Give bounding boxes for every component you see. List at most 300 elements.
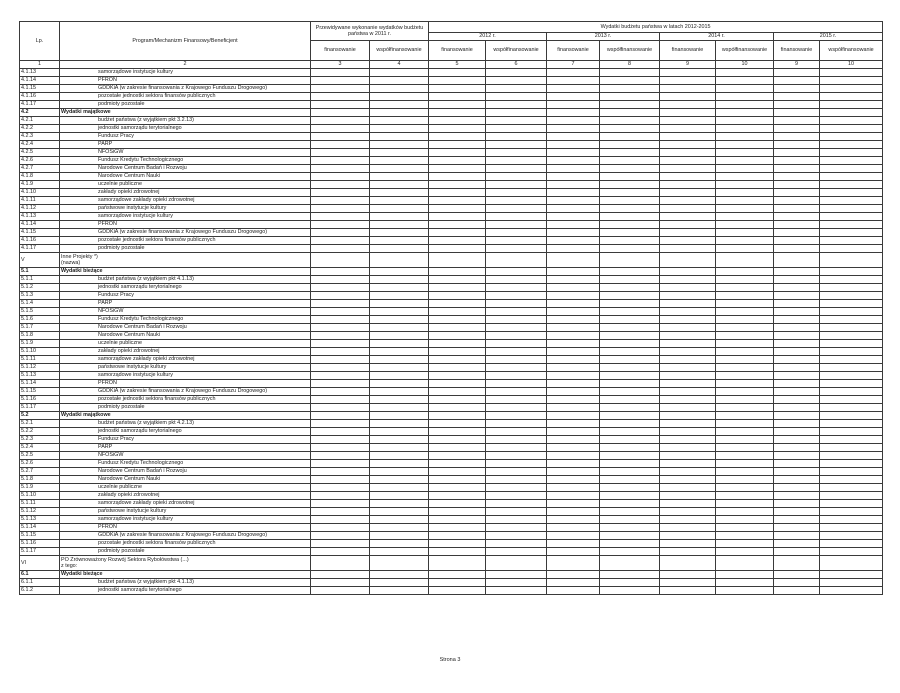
amount-cell [716,165,774,173]
row-lp: VI [20,556,60,571]
row-lp: 4.1.12 [20,205,60,213]
amount-cell [370,516,429,524]
amount-cell [429,540,486,548]
amount-cell [600,587,660,595]
amount-cell [600,197,660,205]
amount-cell [429,197,486,205]
amount-cell [600,356,660,364]
row-lp: 5.1.16 [20,396,60,404]
row-label: Narodowe Centrum Nauki [60,476,311,484]
amount-cell [486,532,547,540]
amount-cell [716,117,774,125]
amount-cell [311,189,370,197]
amount-cell [429,524,486,532]
amount-cell [600,125,660,133]
amount-cell [774,173,820,181]
table-row [20,93,883,101]
amount-cell [660,77,716,85]
amount-cell [486,444,547,452]
amount-cell [429,237,486,245]
table-row [20,149,883,157]
amount-cell [716,69,774,77]
amount-cell [716,332,774,340]
row-lp: 5.1.2 [20,284,60,292]
amount-cell [311,428,370,436]
amount-cell [370,300,429,308]
amount-cell [660,205,716,213]
amount-cell [486,571,547,579]
amount-cell [774,93,820,101]
amount-cell [429,181,486,189]
amount-cell [600,388,660,396]
amount-cell [486,284,547,292]
amount-cell [716,372,774,380]
amount-cell [716,308,774,316]
amount-cell [486,380,547,388]
amount-cell [429,571,486,579]
table-row [20,340,883,348]
row-label: GDDKiA (w zakresie finansowania z Krajowego Funduszu Drogowego) [60,85,311,93]
row-label: jednostki samorządu terytorialnego [60,284,311,292]
amount-cell [820,508,883,516]
amount-cell [820,133,883,141]
table-row [20,101,883,109]
amount-cell [547,516,600,524]
amount-cell [486,548,547,556]
row-lp: 5.1.13 [20,516,60,524]
header-cofinancing: współfinansowanie [370,41,429,61]
row-label: budżet państwa (z wyjątkiem pkt 4.2.13) [60,420,311,428]
amount-cell [660,372,716,380]
amount-cell [716,508,774,516]
amount-cell [774,436,820,444]
amount-cell [311,229,370,237]
amount-cell [774,524,820,532]
amount-cell [820,436,883,444]
row-lp: 5.1.7 [20,324,60,332]
amount-cell [547,380,600,388]
table-row [20,540,883,548]
amount-cell [311,532,370,540]
row-label: podmioty pozostałe [60,548,311,556]
amount-cell [820,548,883,556]
amount-cell [486,396,547,404]
amount-cell [547,268,600,276]
amount-cell [370,540,429,548]
table-row [20,500,883,508]
row-label: budżet państwa (z wyjątkiem pkt 4.1.13) [60,276,311,284]
col-number: 5 [429,61,486,69]
amount-cell [311,364,370,372]
amount-cell [311,157,370,165]
row-label: NFOŚiGW [60,452,311,460]
amount-cell [370,436,429,444]
amount-cell [547,141,600,149]
amount-cell [429,492,486,500]
amount-cell [429,452,486,460]
amount-cell [820,468,883,476]
amount-cell [311,476,370,484]
row-label: Narodowe Centrum Badań i Rozwoju [60,324,311,332]
amount-cell [660,189,716,197]
amount-cell [716,292,774,300]
amount-cell [774,292,820,300]
amount-cell [820,452,883,460]
row-lp: 6.1.2 [20,587,60,595]
table-body [20,69,883,595]
amount-cell [600,372,660,380]
amount-cell [370,237,429,245]
amount-cell [716,101,774,109]
amount-cell [600,396,660,404]
amount-cell [600,77,660,85]
amount-cell [716,500,774,508]
amount-cell [716,324,774,332]
amount-cell [429,579,486,587]
amount-cell [370,571,429,579]
amount-cell [774,348,820,356]
amount-cell [486,428,547,436]
amount-cell [600,524,660,532]
amount-cell [547,173,600,181]
col-number: 8 [600,61,660,69]
amount-cell [820,372,883,380]
row-label: zakłady opieki zdrowotnej [60,189,311,197]
amount-cell [774,484,820,492]
amount-cell [600,548,660,556]
amount-cell [660,380,716,388]
amount-cell [820,85,883,93]
header-program: Program/Mechanizm Finansowy/Beneficjent [60,22,311,61]
row-label: podmioty pozostałe [60,101,311,109]
amount-cell [660,508,716,516]
amount-cell [370,356,429,364]
amount-cell [660,157,716,165]
amount-cell [429,109,486,117]
amount-cell [660,468,716,476]
row-label: Fundusz Pracy [60,292,311,300]
amount-cell [660,396,716,404]
row-label: Fundusz Kredytu Technologicznego [60,316,311,324]
col-number: 9 [774,61,820,69]
row-lp: 4.1.15 [20,85,60,93]
table-row [20,556,883,571]
amount-cell [486,484,547,492]
amount-cell [716,444,774,452]
amount-cell [429,476,486,484]
table-row [20,332,883,340]
amount-cell [660,436,716,444]
amount-cell [600,436,660,444]
row-lp: 4.1.9 [20,181,60,189]
amount-cell [311,388,370,396]
amount-cell [370,133,429,141]
row-lp: 5.1.6 [20,316,60,324]
amount-cell [370,340,429,348]
row-label: samorządowe instytucje kultury [60,372,311,380]
amount-cell [429,149,486,157]
row-lp: 5.1.12 [20,508,60,516]
amount-cell [370,165,429,173]
amount-cell [547,396,600,404]
table-row [20,404,883,412]
header-financing: finansowanie [774,41,820,61]
amount-cell [716,268,774,276]
amount-cell [429,173,486,181]
amount-cell [774,197,820,205]
col-number: 9 [660,61,716,69]
amount-cell [660,117,716,125]
row-label: PARP [60,444,311,452]
amount-cell [600,157,660,165]
amount-cell [370,324,429,332]
amount-cell [547,372,600,380]
amount-cell [774,149,820,157]
amount-cell [774,165,820,173]
amount-cell [370,253,429,268]
row-lp: 4.1.14 [20,77,60,85]
amount-cell [820,173,883,181]
amount-cell [311,436,370,444]
row-label: samorządowe instytucje kultury [60,213,311,221]
amount-cell [660,484,716,492]
table-row [20,460,883,468]
amount-cell [370,316,429,324]
row-label-line2: (nazwa) [61,260,81,266]
amount-cell [370,372,429,380]
header-year-2012: 2012 r. [429,33,547,41]
amount-cell [660,308,716,316]
amount-cell [820,292,883,300]
col-number: 2 [60,61,311,69]
header-financing: finansowanie [429,41,486,61]
amount-cell [429,300,486,308]
amount-cell [600,364,660,372]
amount-cell [716,229,774,237]
amount-cell [429,500,486,508]
amount-cell [429,380,486,388]
amount-cell [600,484,660,492]
amount-cell [716,181,774,189]
amount-cell [774,332,820,340]
amount-cell [716,141,774,149]
amount-cell [429,484,486,492]
row-lp: 5.2.4 [20,444,60,452]
amount-cell [600,173,660,181]
amount-cell [600,452,660,460]
row-lp: 5.2.3 [20,436,60,444]
amount-cell [429,253,486,268]
amount-cell [660,324,716,332]
amount-cell [660,292,716,300]
amount-cell [429,460,486,468]
amount-cell [774,221,820,229]
amount-cell [716,587,774,595]
amount-cell [660,444,716,452]
amount-cell [370,404,429,412]
amount-cell [716,245,774,253]
amount-cell [311,444,370,452]
amount-cell [370,508,429,516]
table-row [20,77,883,85]
row-label: państwowe instytucje kultury [60,508,311,516]
amount-cell [370,388,429,396]
amount-cell [716,284,774,292]
amount-cell [370,276,429,284]
amount-cell [820,197,883,205]
header-cofinancing: współfinansowanie [820,41,883,61]
amount-cell [370,268,429,276]
amount-cell [600,300,660,308]
amount-cell [660,229,716,237]
amount-cell [311,340,370,348]
amount-cell [429,77,486,85]
amount-cell [716,396,774,404]
row-lp: 5.2.6 [20,460,60,468]
amount-cell [486,221,547,229]
amount-cell [547,284,600,292]
amount-cell [370,348,429,356]
amount-cell [660,69,716,77]
amount-cell [600,508,660,516]
amount-cell [820,571,883,579]
row-label: samorządowe zakłady opieki zdrowotnej [60,500,311,508]
amount-cell [716,157,774,165]
amount-cell [311,101,370,109]
header-financing: finansowanie [660,41,716,61]
amount-cell [547,532,600,540]
amount-cell [486,436,547,444]
table-row [20,420,883,428]
amount-cell [311,540,370,548]
amount-cell [820,420,883,428]
table-row [20,571,883,579]
amount-cell [370,484,429,492]
amount-cell [820,556,883,571]
amount-cell [660,404,716,412]
amount-cell [820,388,883,396]
amount-cell [486,133,547,141]
amount-cell [716,348,774,356]
amount-cell [774,428,820,436]
row-lp: 5.2 [20,412,60,420]
amount-cell [660,532,716,540]
amount-cell [820,308,883,316]
amount-cell [600,380,660,388]
amount-cell [311,69,370,77]
amount-cell [600,229,660,237]
amount-cell [547,587,600,595]
amount-cell [486,69,547,77]
amount-cell [486,556,547,571]
amount-cell [774,69,820,77]
header-cofinancing: współfinansowanie [600,41,660,61]
row-label: NFOŚiGW [60,308,311,316]
amount-cell [600,316,660,324]
amount-cell [774,316,820,324]
row-lp: 5.1.8 [20,332,60,340]
amount-cell [547,117,600,125]
budget-table [19,21,883,595]
amount-cell [547,428,600,436]
amount-cell [547,308,600,316]
table-row [20,205,883,213]
amount-cell [429,101,486,109]
amount-cell [820,253,883,268]
amount-cell [820,221,883,229]
amount-cell [311,205,370,213]
amount-cell [774,380,820,388]
amount-cell [547,245,600,253]
col-number: 7 [547,61,600,69]
row-label: GDDKiA (w zakresie finansowania z Krajowego Funduszu Drogowego) [60,229,311,237]
amount-cell [716,540,774,548]
amount-cell [660,276,716,284]
amount-cell [660,316,716,324]
amount-cell [370,173,429,181]
amount-cell [660,524,716,532]
row-lp: 5.1.8 [20,476,60,484]
row-lp: 5.1.14 [20,524,60,532]
row-lp: V [20,253,60,268]
amount-cell [716,452,774,460]
amount-cell [311,109,370,117]
amount-cell [600,69,660,77]
amount-cell [547,109,600,117]
amount-cell [429,556,486,571]
amount-cell [486,412,547,420]
amount-cell [486,460,547,468]
amount-cell [660,173,716,181]
amount-cell [370,548,429,556]
amount-cell [370,428,429,436]
amount-cell [547,436,600,444]
amount-cell [370,532,429,540]
amount-cell [370,221,429,229]
amount-cell [370,284,429,292]
amount-cell [547,133,600,141]
row-label: budżet państwa (z wyjątkiem pkt 3.2.13) [60,117,311,125]
table-row [20,117,883,125]
amount-cell [716,476,774,484]
amount-cell [660,93,716,101]
table-row [20,364,883,372]
amount-cell [370,308,429,316]
amount-cell [600,253,660,268]
amount-cell [716,571,774,579]
amount-cell [774,500,820,508]
budget-table-sheet [19,21,882,595]
row-lp: 4.1.8 [20,173,60,181]
amount-cell [820,332,883,340]
amount-cell [660,452,716,460]
table-row [20,492,883,500]
amount-cell [370,181,429,189]
amount-cell [486,420,547,428]
amount-cell [660,579,716,587]
amount-cell [660,165,716,173]
amount-cell [600,245,660,253]
amount-cell [600,276,660,284]
row-lp: 5.1.15 [20,532,60,540]
amount-cell [820,356,883,364]
amount-cell [600,101,660,109]
amount-cell [660,237,716,245]
row-label: podmioty pozostałe [60,245,311,253]
amount-cell [547,476,600,484]
row-lp: 5.1.17 [20,548,60,556]
row-lp: 4.2.6 [20,157,60,165]
